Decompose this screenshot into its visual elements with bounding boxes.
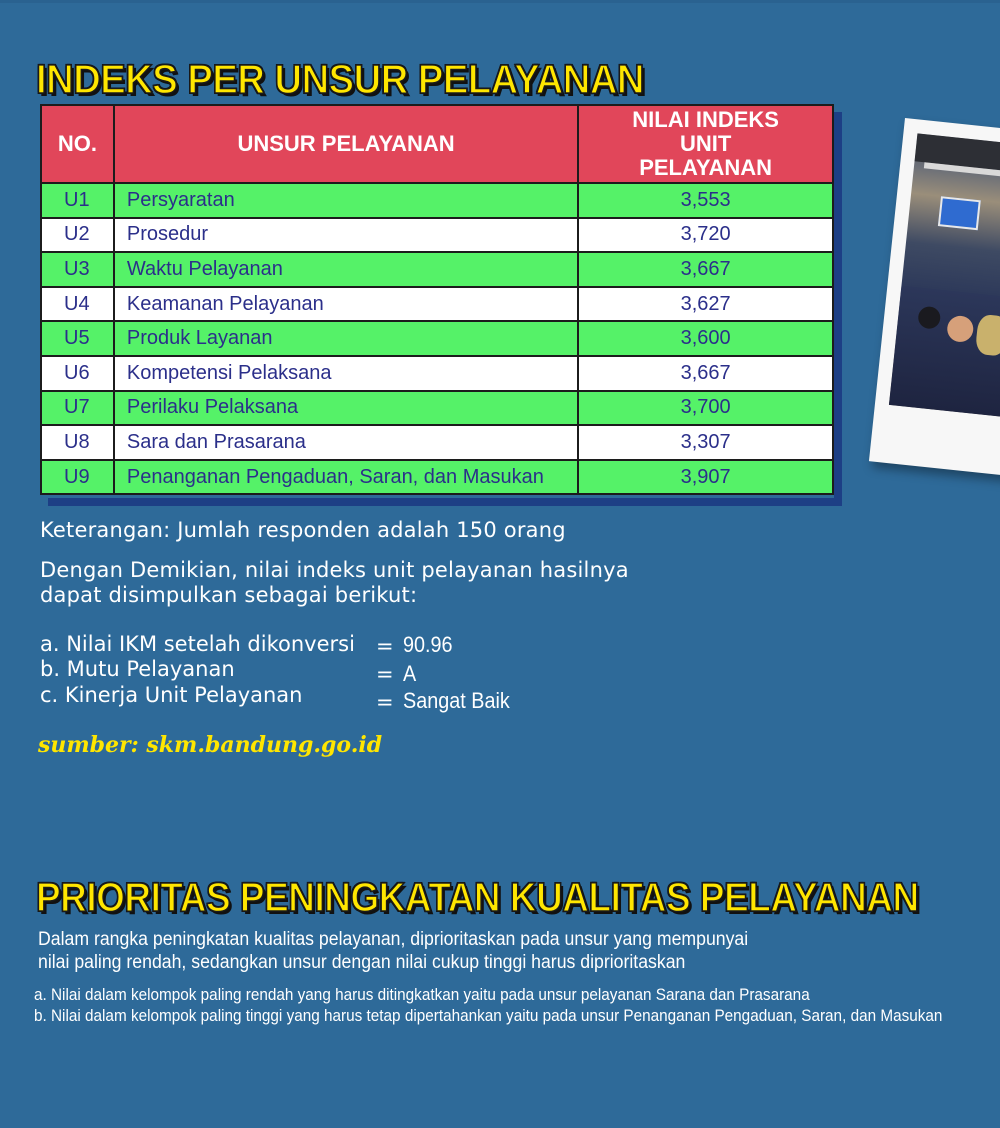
cell-nilai: 3,307	[578, 425, 833, 460]
col-header-nilai-text: NILAI INDEKS UNIT PELAYANAN	[632, 107, 779, 180]
cell-nilai: 3,907	[578, 460, 833, 495]
col-header-unsur: UNSUR PELAYANAN	[114, 105, 578, 183]
result-kinerja-eq: =	[376, 690, 394, 714]
cell-unsur: Penanganan Pengaduan, Saran, dan Masukan	[114, 460, 578, 495]
table-row	[41, 287, 833, 322]
cell-nilai: 3,627	[578, 287, 833, 322]
section-title-prioritas: PRIORITAS PENINGKATAN KUALITAS PELAYANAN	[36, 874, 919, 920]
cell-no: U9	[41, 460, 114, 495]
table-row	[41, 218, 833, 253]
result-mutu-eq: =	[376, 662, 394, 686]
cell-no: U4	[41, 287, 114, 322]
result-kinerja-label: c. Kinerja Unit Pelayanan	[40, 683, 303, 707]
table-row	[41, 391, 833, 426]
cell-unsur: Produk Layanan	[114, 321, 578, 356]
cell-no: U1	[41, 183, 114, 218]
table-row	[41, 425, 833, 460]
respondent-note: Keterangan: Jumlah responden adalah 150 orang	[40, 518, 566, 542]
source-credit: sumber: skm.bandung.go.id	[38, 732, 383, 758]
table-row	[41, 183, 833, 218]
index-table	[40, 104, 834, 498]
table-row	[41, 252, 833, 287]
result-mutu-value: A	[403, 661, 417, 686]
result-kinerja-value: Sangat Baik	[403, 688, 510, 713]
cell-no: U7	[41, 391, 114, 426]
cell-unsur: Sara dan Prasarana	[114, 425, 578, 460]
cell-unsur: Kompetensi Pelaksana	[114, 356, 578, 391]
priority-intro	[38, 928, 875, 974]
cell-nilai: 3,667	[578, 356, 833, 391]
priority-item-highest: b. Nilai dalam kelompok paling tinggi yang harus tetap dipertahankan yaitu pada unsur Penanganan Pengaduan, Saran, dan Masukan	[34, 1006, 943, 1025]
priority-item-lowest: a. Nilai dalam kelompok paling rendah yang harus ditingkatkan yaitu pada unsur pelayanan Sarana dan Prasarana	[34, 985, 810, 1004]
cell-unsur: Prosedur	[114, 218, 578, 253]
cell-no: U3	[41, 252, 114, 287]
result-ikm-label: a. Nilai IKM setelah dikonversi	[40, 632, 355, 656]
table-header-row	[41, 105, 833, 183]
cell-no: U8	[41, 425, 114, 460]
table-row	[41, 460, 833, 495]
cell-unsur: Waktu Pelayanan	[114, 252, 578, 287]
cell-unsur: Persyaratan	[114, 183, 578, 218]
section-title-indeks: INDEKS PER UNSUR PELAYANAN	[36, 56, 645, 102]
table-row	[41, 321, 833, 356]
col-header-nilai	[578, 105, 833, 183]
cell-nilai: 3,600	[578, 321, 833, 356]
cell-no: U5	[41, 321, 114, 356]
service-office-photo	[869, 118, 1000, 476]
priority-intro-line2: nilai paling rendah, sedangkan unsur dengan nilai cukup tinggi harus diprioritaskan	[38, 952, 686, 973]
cell-nilai: 3,700	[578, 391, 833, 426]
table-row	[41, 356, 833, 391]
table-body	[41, 183, 833, 494]
priority-list	[34, 984, 943, 1026]
conclusion-intro-line1: Dengan Demikian, nilai indeks unit pelayanan hasilnya	[40, 558, 629, 582]
result-ikm-eq: =	[376, 634, 394, 658]
cell-unsur: Keamanan Pelayanan	[114, 287, 578, 322]
cell-nilai: 3,667	[578, 252, 833, 287]
result-ikm-value: 90.96	[403, 632, 453, 657]
cell-no: U6	[41, 356, 114, 391]
cell-nilai: 3,553	[578, 183, 833, 218]
cell-nilai: 3,720	[578, 218, 833, 253]
cell-no: U2	[41, 218, 114, 253]
conclusion-intro-line2: dapat disimpulkan sebagai berikut:	[40, 583, 418, 607]
result-mutu-label: b. Mutu Pelayanan	[40, 657, 235, 681]
cell-unsur: Perilaku Pelaksana	[114, 391, 578, 426]
priority-intro-line1: Dalam rangka peningkatan kualitas pelayanan, diprioritaskan pada unsur yang mempunyai	[38, 929, 749, 950]
col-header-no: NO.	[41, 105, 114, 183]
